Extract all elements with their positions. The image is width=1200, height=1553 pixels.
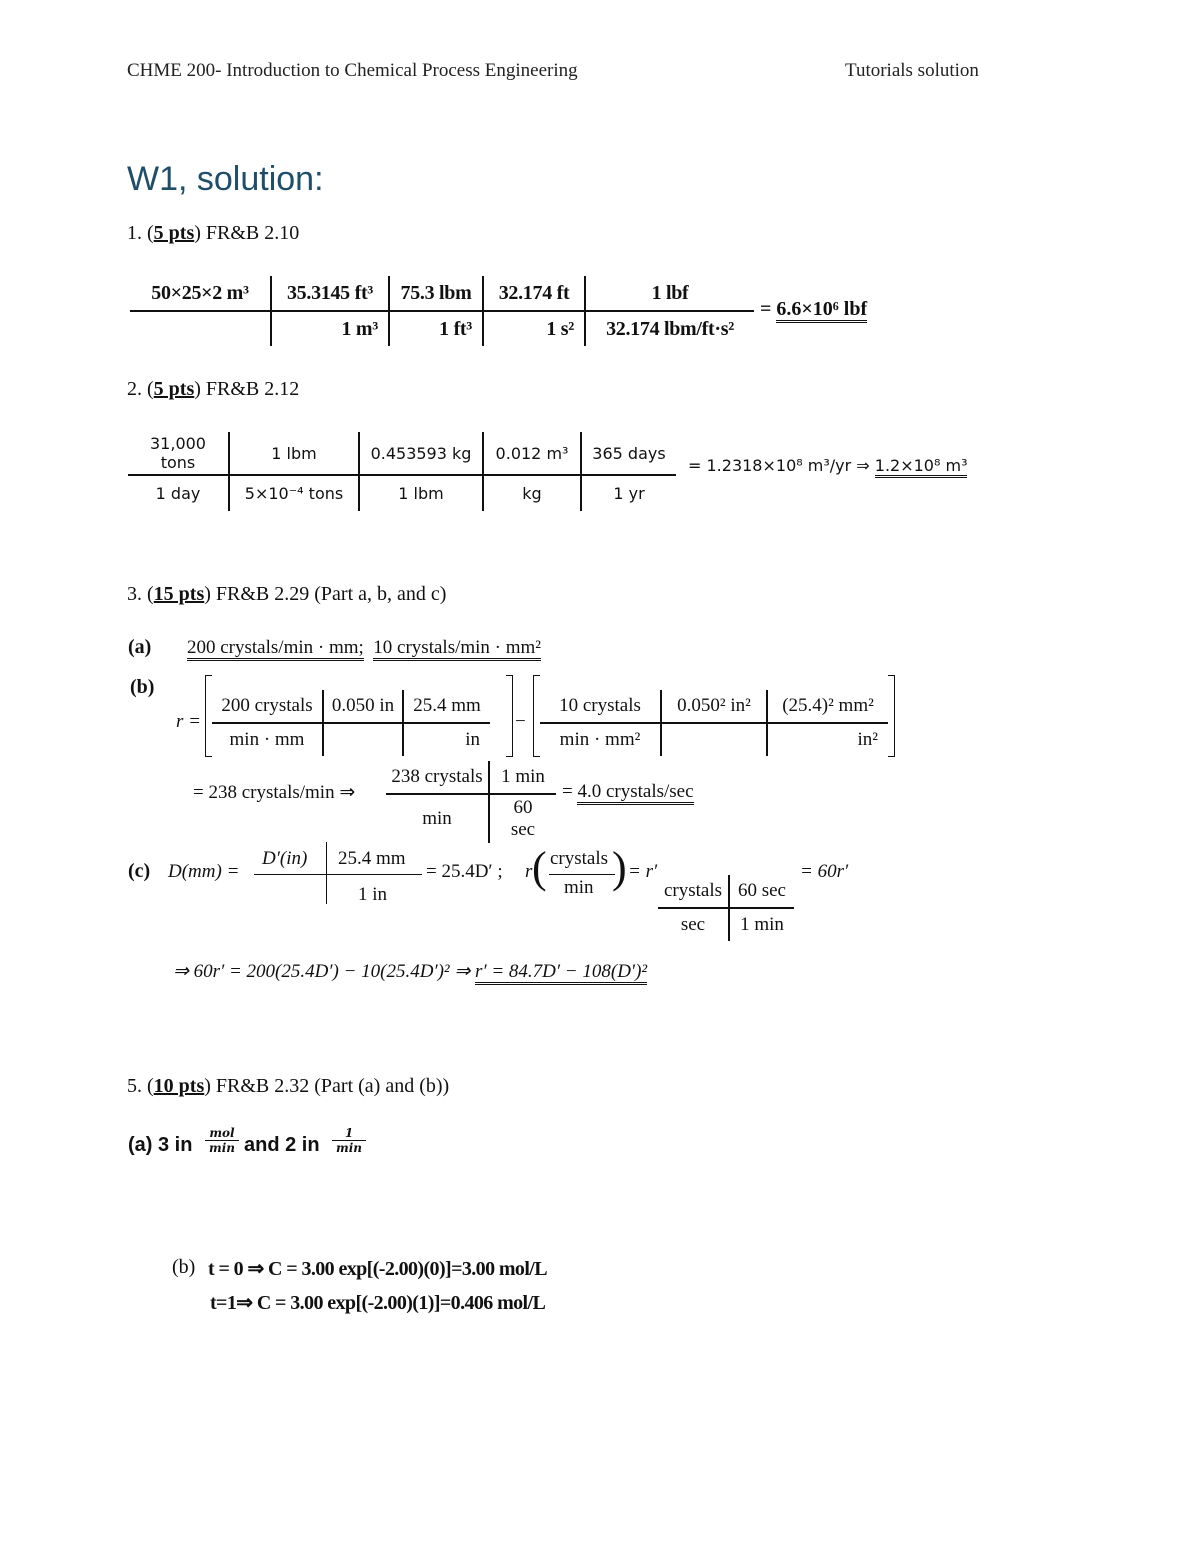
part-c-numerator-2: 25.4 mm <box>338 848 406 869</box>
conv-cell: 75.3 lbm <box>389 276 483 311</box>
part-c-answer: r′ = 84.7D′ − 108(D′)² <box>475 961 647 985</box>
conv-cell: 35.3145 ft³ <box>271 276 389 311</box>
problem-2-heading: 2. (5 pts) FR&B 2.12 <box>127 378 300 400</box>
conv-cell: 1 day <box>155 484 201 503</box>
problem-5-part-b-line-2: t=1⇒ C = 3.00 exp[(-2.00)(1)]=0.406 mol/L <box>210 1292 546 1314</box>
conv-cell: 1 lbm <box>229 432 359 475</box>
part-a-label: (a) <box>128 636 152 658</box>
problem-1-conversion-table <box>130 276 754 346</box>
problem-5-part-a-label: (a) 3 in <box>128 1134 193 1156</box>
unit-fraction-per-min: 1 min <box>332 1126 366 1155</box>
part-c-r: r <box>525 861 533 882</box>
part-c-eq-2: = r′ <box>628 861 658 882</box>
part-c-eq-3: = 60r′ <box>800 861 849 882</box>
conv-cell: 32.174 ft <box>483 276 585 311</box>
conv-cell: 1 lbm <box>359 475 483 511</box>
conv-cell: 1 min <box>489 761 556 794</box>
part-b-third-table <box>386 761 556 843</box>
open-paren: ( <box>532 843 547 892</box>
problem-3-heading: 3. (15 pts) FR&B 2.29 (Part a, b, and c) <box>127 583 447 605</box>
conv-cell: min · mm² <box>559 729 641 750</box>
rate-equation-lhs: r = <box>176 711 201 732</box>
conv-cell: 365 days <box>581 432 676 475</box>
part-c-label: (c) <box>128 860 151 882</box>
conv-cell: sec <box>680 914 706 935</box>
conv-cell: 200 crystals <box>212 690 323 723</box>
conv-cell <box>323 723 403 756</box>
problem-5-points: 10 pts <box>153 1075 205 1097</box>
conv-cell: min <box>422 808 452 829</box>
conv-cell: min · mm <box>229 729 305 750</box>
conv-cell <box>661 723 767 756</box>
problem-1-result: = 6.6×10⁶ lbf <box>760 298 867 321</box>
conv-cell: 31,000 tons <box>128 432 229 475</box>
conv-cell: 10 crystals <box>540 690 661 723</box>
conv-cell: in <box>403 723 490 756</box>
part-b-first-term-table <box>212 690 490 756</box>
problem-1-heading: 1. (5 pts) FR&B 2.10 <box>127 222 300 244</box>
left-bracket <box>205 675 212 757</box>
conv-cell: 0.453593 kg <box>359 432 483 475</box>
conv-cell: 25.4 mm <box>403 690 490 723</box>
table-divider <box>326 842 327 904</box>
part-c-eq-1: = 25.4D′ ; <box>426 861 503 882</box>
part-c-conversion-table <box>658 875 794 941</box>
conv-cell: 1 yr <box>581 475 676 511</box>
right-bracket <box>506 675 513 757</box>
part-b-intermediate: = 238 crystals/min ⇒ <box>193 782 356 803</box>
part-b-answer: 4.0 crystals/sec <box>577 781 693 805</box>
conv-cell: 60 sec <box>489 794 556 843</box>
problem-2-points: 5 pts <box>153 378 195 400</box>
unit-fraction-mol-per-min: mol min <box>205 1126 239 1155</box>
right-bracket <box>888 675 895 757</box>
conv-cell: crystals <box>658 875 729 908</box>
header-course-title: CHME 200- Introduction to Chemical Process Engineering <box>127 60 578 81</box>
minus-sign: − <box>515 711 526 732</box>
conv-cell: 0.012 m³ <box>483 432 581 475</box>
conv-cell: 32.174 lbm/ft·s² <box>585 311 754 346</box>
page-title: W1, solution: <box>127 160 324 198</box>
conv-cell: 5×10⁻⁴ tons <box>229 475 359 511</box>
part-c-numerator: D′(in) <box>262 848 308 869</box>
problem-5-part-b-line-1: t = 0 ⇒ C = 3.00 exp[(-2.00)(0)]=3.00 mol/L <box>208 1258 547 1280</box>
close-paren: ) <box>612 843 627 892</box>
conv-cell: 1 lbf <box>585 276 754 311</box>
part-c-min: min <box>564 877 594 898</box>
problem-2-conversion-table <box>128 432 676 511</box>
part-c-final-line: ⇒ 60r′ = 200(25.4D′) − 10(25.4D′)² ⇒ r′ = 84.7D′ − 108(D′)² <box>173 960 647 983</box>
conv-cell: 1 ft³ <box>389 311 483 346</box>
header-doc-type: Tutorials solution <box>845 60 979 81</box>
problem-5-heading: 5. (10 pts) FR&B 2.32 (Part (a) and (b)) <box>127 1075 450 1097</box>
part-b-label: (b) <box>130 676 155 698</box>
problem-2-result: = 1.2318×10⁸ m³/yr ⇒ 1.2×10⁸ m³ <box>688 456 967 475</box>
part-a-answer: 200 crystals/min · mm; 10 crystals/min · mm² <box>187 637 541 659</box>
problem-3-points: 15 pts <box>153 583 205 605</box>
conv-cell: kg <box>483 475 581 511</box>
conv-cell: 1 min <box>729 908 794 941</box>
problem-5-and: and 2 in <box>244 1134 320 1156</box>
part-b-second-term-table <box>540 690 888 756</box>
conv-cell: 60 sec <box>729 875 794 908</box>
conv-cell: 1 m³ <box>271 311 389 346</box>
conv-cell <box>130 311 271 346</box>
part-c-denominator: 1 in <box>358 884 388 905</box>
conv-cell: 50×25×2 m³ <box>130 276 271 311</box>
part-c-crystals: crystals <box>550 848 609 869</box>
part-c-lhs: D(mm) = <box>168 861 240 882</box>
conv-cell: 0.050² in² <box>661 690 767 723</box>
fraction-bar <box>549 874 615 875</box>
left-bracket <box>533 675 540 757</box>
fraction-bar <box>254 874 422 875</box>
conv-cell: 1 s² <box>483 311 585 346</box>
problem-1-answer: 6.6×10⁶ lbf <box>776 298 867 323</box>
conv-cell: 0.050 in <box>323 690 403 723</box>
problem-5-part-b-label: (b) <box>172 1256 196 1278</box>
part-b-result: = 4.0 crystals/sec <box>562 781 694 803</box>
problem-1-points: 5 pts <box>153 222 195 244</box>
conv-cell: 238 crystals <box>386 761 489 794</box>
problem-2-answer: 1.2×10⁸ m³ <box>875 456 968 478</box>
conv-cell: (25.4)² mm² <box>767 690 888 723</box>
conv-cell: in² <box>767 723 888 756</box>
